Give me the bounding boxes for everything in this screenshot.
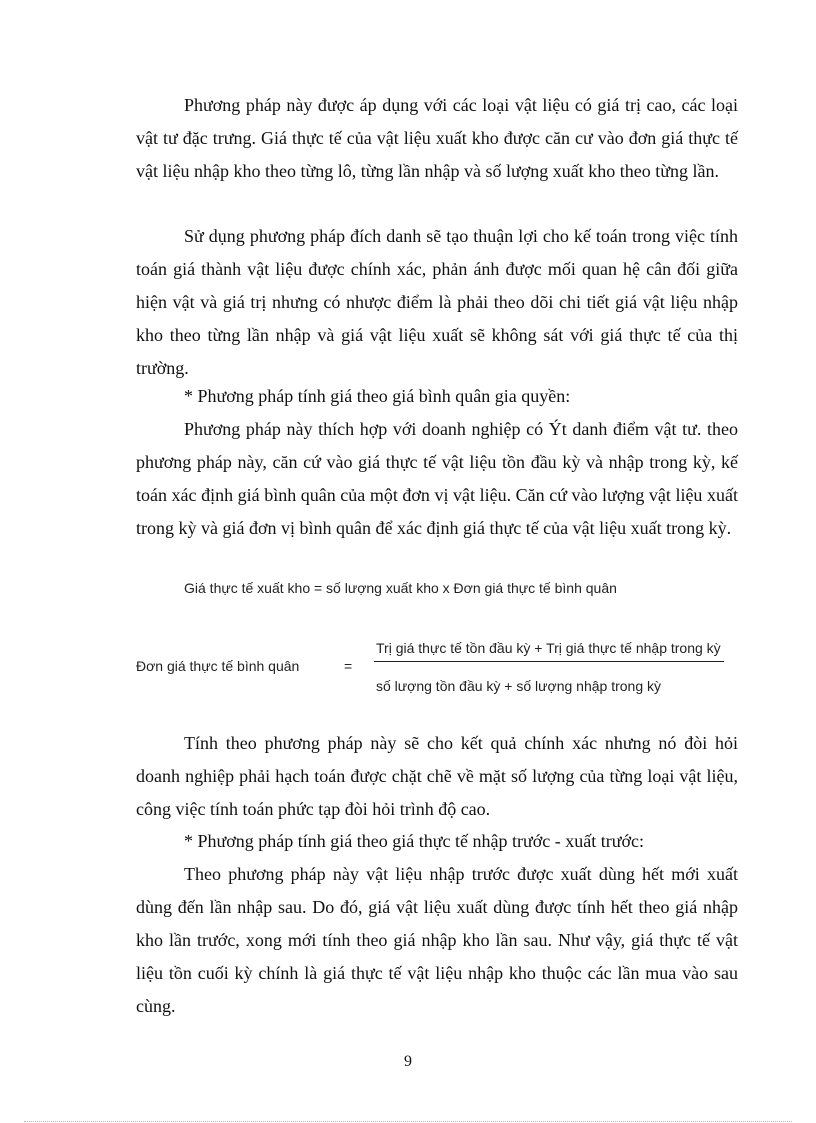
heading-weighted-average <box>136 380 738 413</box>
heading-weighted-average-text: * Phương pháp tính giá theo giá bình quân gia quyền: <box>184 386 571 406</box>
paragraph-1 <box>136 89 738 188</box>
paragraph-1-text: Phương pháp này được áp dụng với các loại vật liệu có giá trị cao, các loại vật tư đặc trưng. Giá thực tế của vật liệu xuất kho được căn cư vào đơn giá thực tế vật liệu nhập kho theo từng lô, từng lần nhập và số lượng xuất kho theo từng lần. <box>136 95 738 181</box>
formula-numerator: Trị giá thực tế tồn đầu kỳ + Trị giá thực tế nhập trong kỳ <box>376 640 721 656</box>
formula-denominator: số lượng tồn đầu kỳ + số lượng nhập trong kỳ <box>376 678 661 694</box>
paragraph-3 <box>136 413 738 545</box>
formula-export-price: Giá thực tế xuất kho = số lượng xuất kho x Đơn giá thực tế bình quân <box>184 580 617 596</box>
formula-equals-sign: = <box>344 658 353 674</box>
heading-fifo-text: * Phương pháp tính giá theo giá thực tế nhập trước - xuất trước: <box>184 831 644 851</box>
paragraph-4 <box>136 727 738 826</box>
paragraph-2 <box>136 220 738 385</box>
paragraph-5-text: Theo phương pháp này vật liệu nhập trước được xuất dùng hết mới xuất dùng đến lần nhập sau. Do đó, giá vật liệu xuất dùng được tính hết theo giá nhập kho lần trước, xong mới tính theo giá nhập kho lần sau. Như vậy, giá thực tế vật liệu tồn cuối kỳ chính là giá thực tế vật liệu nhập kho thuộc các lần mua vào sau cùng. <box>136 864 738 1016</box>
page-number: 9 <box>404 1053 412 1070</box>
fraction-bar <box>374 661 724 662</box>
paragraph-4-text: Tính theo phương pháp này sẽ cho kết quả chính xác nhưng nó đòi hỏi doanh nghiệp phải hạch toán được chặt chẽ về mặt số lượng của từng loại vật liệu, công việc tính toán phức tạp đòi hỏi trình độ cao. <box>136 733 738 819</box>
heading-fifo <box>136 825 738 858</box>
formula-unit-price-label: Đơn giá thực tế bình quân <box>136 658 300 674</box>
paragraph-3-text: Phương pháp này thích hợp với doanh nghiệp có Ýt danh điểm vật tư. theo phương pháp này, căn cứ vào giá thực tế vật liệu tồn đầu kỳ và nhập trong kỳ, kế toán xác định giá bình quân của một đơn vị vật liệu. Căn cứ vào lượng vật liệu xuất trong kỳ và giá đơn vị bình quân để xác định giá thực tế của vật liệu xuất trong kỳ. <box>136 419 738 538</box>
paragraph-5 <box>136 858 738 1023</box>
page-bottom-divider <box>24 1121 792 1122</box>
paragraph-2-text: Sử dụng phương pháp đích danh sẽ tạo thuận lợi cho kế toán trong việc tính toán giá thành vật liệu được chính xác, phản ánh được mối quan hệ cân đối giữa hiện vật và giá trị nhưng có nhược điểm là phải theo dõi chi tiết giá vật liệu nhập kho theo từng lần nhập và giá vật liệu xuất sẽ không sát với giá thực tế của thị trường. <box>136 226 738 378</box>
